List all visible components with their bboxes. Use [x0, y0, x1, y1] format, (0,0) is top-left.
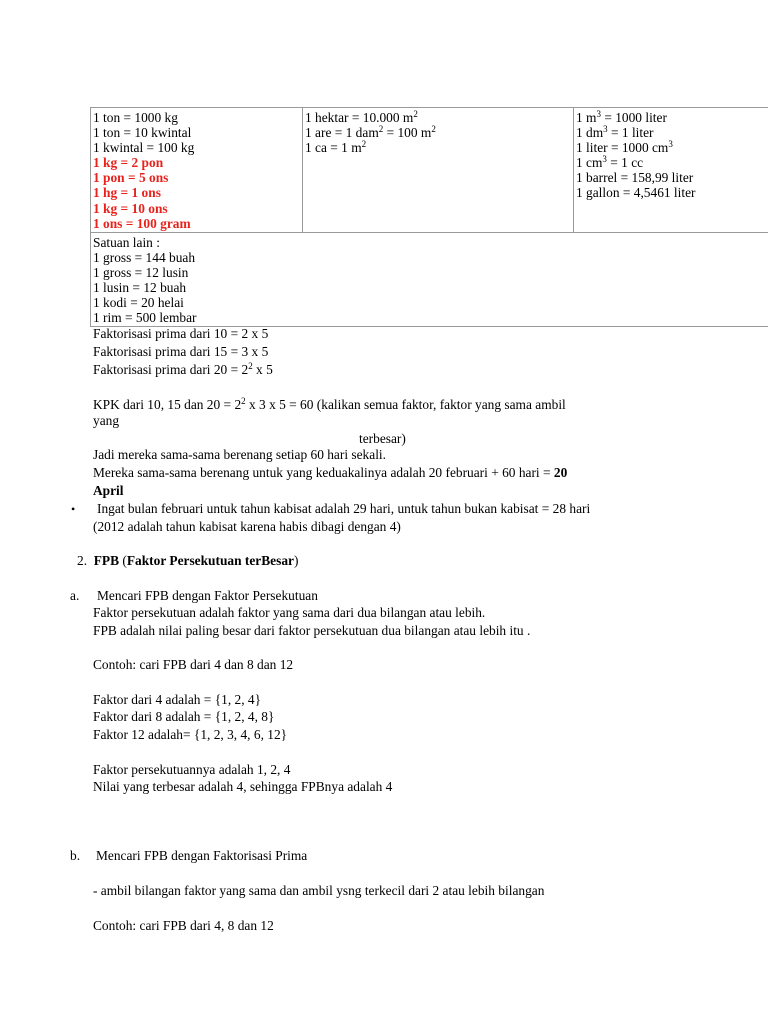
subsection-a-title: Mencari FPB dengan Faktor Persekutuan: [97, 588, 318, 603]
example-1: Contoh: cari FPB dari 4 dan 8 dan 12: [93, 657, 294, 672]
prime-factorization-20: Faktorisasi prima dari $20 = 2^2$ x 5: [93, 361, 273, 377]
leap-year-note-2: (2012 adalah tahun kabisat karena habis dibagi dengan 4): [93, 519, 401, 534]
conclusion-line: Jadi mereka sama-sama berenang setiap 60 hari sekali.: [93, 447, 386, 462]
subsection-a-label: a.: [70, 588, 80, 603]
other-unit-item: 1 rim = 500 lembar: [93, 310, 197, 326]
volume-units-cell: [574, 108, 768, 233]
volume-item-dm3: 1 $dm^3 = 1$ liter: [576, 124, 654, 141]
volume-item-m3: 1 $m^3 = 1000$ liter: [576, 109, 667, 125]
factors-of-4: Faktor dari 4 adalah = {1, 2, 4}: [93, 692, 262, 707]
volume-item-gallon: 1 gallon = 4,5461 liter: [576, 185, 696, 201]
other-units-cell: [91, 232, 768, 327]
mass-item-highlight: 1 hg = 1 ons: [93, 185, 161, 201]
next-swim-date-line: Mereka sama-sama berenang untuk yang keduakalinya adalah 20 februari + 60 hari = 20: [93, 465, 568, 480]
other-unit-item: 1 gross = 144 buah: [93, 249, 196, 265]
bullet-icon: •: [71, 502, 76, 516]
kpk-line-3: terbesar): [359, 431, 406, 446]
prime-factorization-15: Faktorisasi prima dari 15 = 3 x 5: [93, 344, 269, 359]
leap-year-note: Ingat bulan februari untuk tahun kabisat adalah 29 hari, untuk tahun bukan kabisat = 28 hari: [97, 501, 591, 516]
area-item-ca: 1 ca = 1 $m^2$: [305, 139, 367, 156]
area-item-hektar: 1 hektar = 10.000 $m^2$: [305, 109, 418, 125]
common-factors: Faktor persekutuannya adalah 1, 2, 4: [93, 762, 291, 777]
fpb-definition-2: FPB adalah nilai paling besar dari faktor persekutuan dua bilangan atau lebih itu .: [93, 623, 531, 638]
mass-item: 1 kwintal = 100 kg: [93, 140, 195, 156]
unit-conversion-table: [90, 107, 768, 327]
factors-of-8: Faktor dari 8 adalah = {1, 2, 4, 8}: [93, 709, 275, 724]
section-heading-fpb: 2. FPB (Faktor Persekutuan terBesar): [77, 553, 299, 568]
table-row: [91, 108, 768, 233]
other-unit-item: 1 kodi = 20 helai: [93, 295, 184, 311]
example-2: Contoh: cari FPB dari 4, 8 dan 12: [93, 918, 274, 933]
other-unit-item: 1 gross = 12 lusin: [93, 264, 189, 280]
subsection-b-label: b.: [70, 848, 81, 863]
mass-item: 1 ton = 1000 kg: [93, 110, 178, 125]
mass-units-cell: [91, 108, 303, 233]
volume-item-liter: 1 liter = 1000 $cm^3$: [576, 139, 673, 156]
mass-item-highlight: 1 pon = 5 ons: [93, 170, 169, 186]
table-row: [91, 232, 768, 327]
subsection-b-title: Mencari FPB dengan Faktorisasi Prima: [96, 848, 308, 863]
other-units-heading: Satuan lain :: [93, 234, 160, 250]
area-item-are: 1 are = 1 dam$^2$ = 100 $m^2$: [305, 124, 436, 141]
kpk-line: KPK dari 10, 15 dan $20 = 2^2$ x 3 x 5 = 60 (kalikan semua faktor, faktor yang sama ambil: [93, 396, 566, 412]
volume-item-barrel: 1 barrel = 158,99 liter: [576, 170, 694, 186]
greatest-common-factor: Nilai yang terbesar adalah 4, sehingga FPBnya adalah 4: [93, 779, 393, 794]
mass-item: 1 ton = 10 kwintal: [93, 125, 192, 141]
volume-item-cm3: 1 $cm^3 = 1$ cc: [576, 154, 644, 171]
method-step: - ambil bilangan faktor yang sama dan ambil ysng terkecil dari 2 atau lebih bilangan: [93, 883, 545, 898]
other-unit-item: 1 lusin = 12 buah: [93, 280, 187, 296]
prime-factorization-10: Faktorisasi prima dari 10 = 2 x 5: [93, 326, 269, 341]
fpb-definition-1: Faktor persekutuan adalah faktor yang sama dari dua bilangan atau lebih.: [93, 605, 486, 620]
mass-item-highlight: 1 ons = 100 gram: [93, 215, 191, 231]
next-swim-date-april: April: [93, 483, 124, 498]
kpk-line-2: yang: [93, 413, 120, 428]
mass-item-highlight: 1 kg = 10 ons: [93, 200, 168, 216]
area-units-cell: [303, 108, 574, 233]
factors-of-12: Faktor 12 adalah= {1, 2, 3, 4, 6, 12}: [93, 727, 288, 742]
mass-item-highlight: 1 kg = 2 pon: [93, 155, 164, 171]
